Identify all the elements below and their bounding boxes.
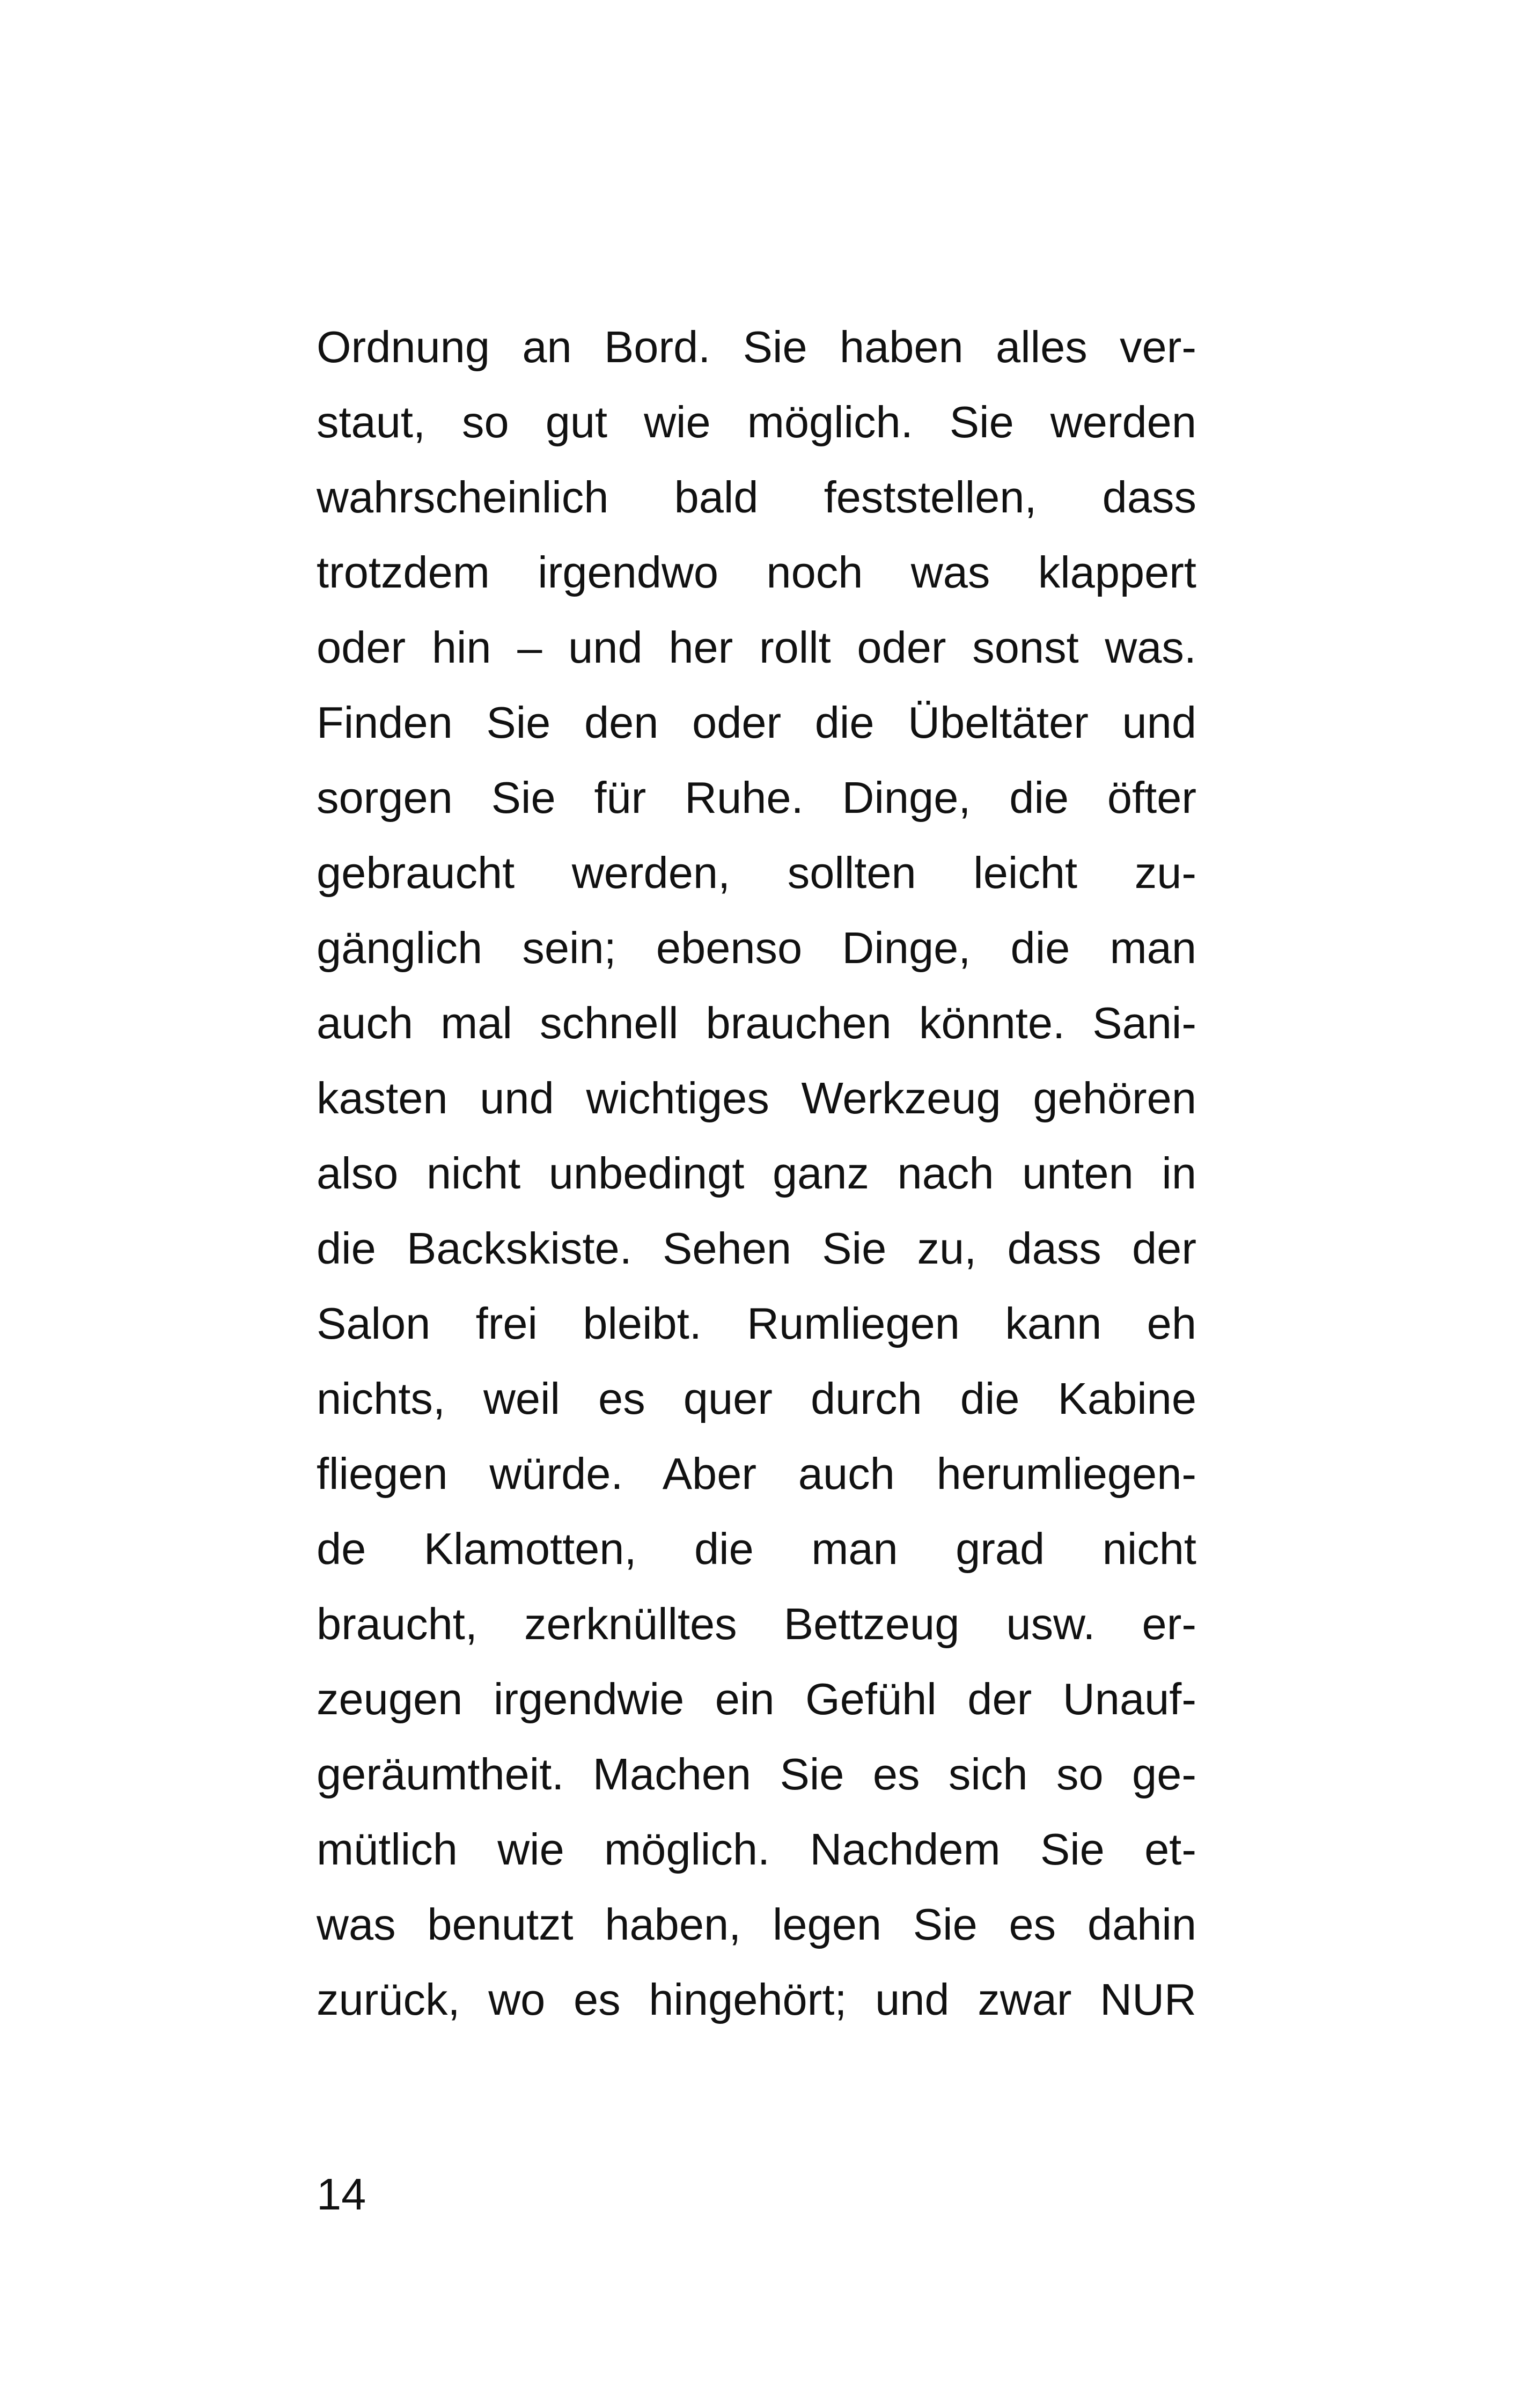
- text-line: die Backskiste. Sehen Sie zu, dass der: [317, 1223, 1196, 1273]
- text-line: oder hin – und her rollt oder sonst was.: [317, 622, 1196, 672]
- text-line: fliegen würde. Aber auch herumliegen-: [317, 1449, 1196, 1499]
- text-line: kasten und wichtiges Werkzeug gehören: [317, 1073, 1196, 1123]
- text-line: sorgen Sie für Ruhe. Dinge, die öfter: [317, 773, 1196, 823]
- text-line: Finden Sie den oder die Übeltäter und: [317, 698, 1196, 747]
- text-line: Salon frei bleibt. Rumliegen kann eh: [317, 1298, 1196, 1348]
- text-line: mütlich wie möglich. Nachdem Sie et-: [317, 1824, 1196, 1874]
- text-line: gebraucht werden, sollten leicht zu-: [317, 848, 1196, 898]
- text-line: staut, so gut wie möglich. Sie werden: [317, 397, 1196, 447]
- text-line: Ordnung an Bord. Sie haben alles ver-: [317, 322, 1196, 372]
- text-line: nichts, weil es quer durch die Kabine: [317, 1374, 1196, 1423]
- page-number: 14: [317, 2169, 366, 2219]
- text-line: de Klamotten, die man grad nicht: [317, 1524, 1196, 1574]
- text-line: auch mal schnell brauchen könnte. Sani-: [317, 998, 1196, 1048]
- text-line: braucht, zerknülltes Bettzeug usw. er-: [317, 1599, 1196, 1649]
- text-line: zeugen irgendwie ein Gefühl der Unauf-: [317, 1674, 1196, 1724]
- text-line: zurück, wo es hingehört; und zwar NUR: [317, 1974, 1196, 2024]
- text-line: trotzdem irgendwo noch was klappert: [317, 547, 1196, 597]
- text-line: also nicht unbedingt ganz nach unten in: [317, 1148, 1196, 1198]
- text-line: was benutzt haben, legen Sie es dahin: [317, 1899, 1196, 1949]
- text-line: gänglich sein; ebenso Dinge, die man: [317, 923, 1196, 973]
- text-line: wahrscheinlich bald feststellen, dass: [317, 472, 1196, 522]
- text-line: geräumtheit. Machen Sie es sich so ge-: [317, 1749, 1196, 1799]
- body-text: [317, 310, 1196, 2037]
